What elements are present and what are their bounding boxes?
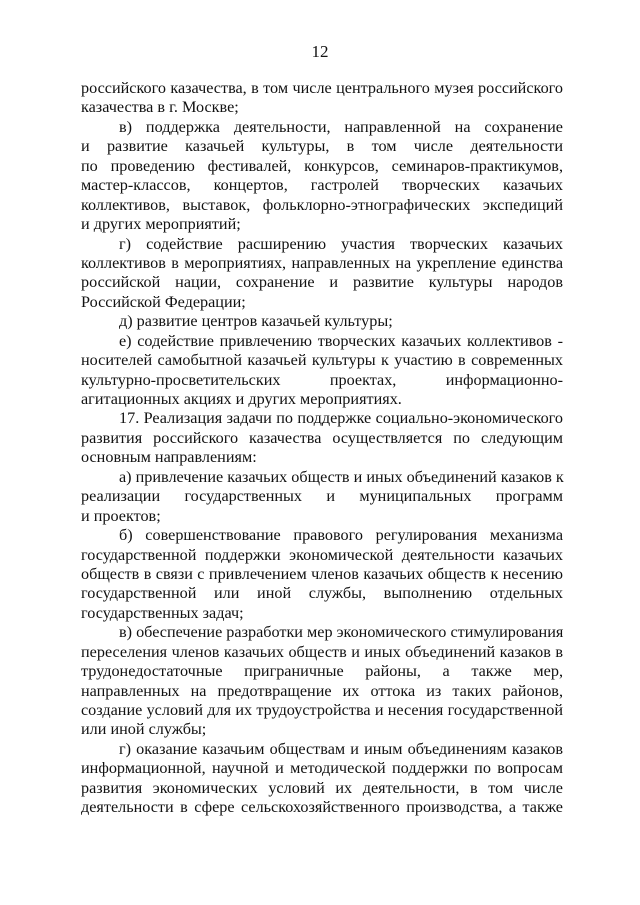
text-line: и проектов; [81,506,161,525]
text-line: б) совершенствование правового регулирования механизма [119,526,563,545]
text-line: обществ в связи с привлечением членов казачьих обществ к несению [81,564,563,583]
text-line: реализации государственных и муниципальных программ [81,487,563,506]
text-line: д) развитие центров казачьей культуры; [119,312,393,331]
text-line: г) содействие расширению участия творческих казачьих [119,234,563,253]
text-line: и развитие казачьей культуры, в том числе деятельности [81,137,563,156]
text-line: государственной или иной службы, выполнению отдельных [81,584,563,603]
body-text [81,79,563,818]
text-line: развития российского казачества осуществляется по следующим [81,428,563,447]
text-line: государственной поддержки экономической деятельности казачьих [81,545,563,564]
text-line: коллективов в мероприятиях, направленных на укрепление единства [81,253,563,272]
text-line: государственных задач; [81,603,244,622]
text-line: и других мероприятий; [81,215,241,234]
text-line: создание условий для их трудоустройства и несения государственной [81,701,563,719]
text-line: основным направлениям: [81,448,257,467]
text-line: Российской Федерации; [81,292,246,311]
text-line: 17. Реализация задачи по поддержке социально-экономического [119,409,563,428]
text-line: в) поддержка деятельности, направленной на сохранение [119,117,563,136]
text-line: казачества в г. Москве; [81,98,239,117]
text-line: или иной службы; [81,720,207,739]
text-line: российской нации, сохранение и развитие культуры народов [81,273,563,292]
text-line: г) оказание казачьим обществам и иным объединениям казаков [119,739,563,758]
text-line: агитационных акциях и других мероприятиях. [81,390,402,408]
text-line: носителей самобытной казачьей культуры к участию в современных [81,351,563,370]
text-line: е) содействие привлечению творческих казачьих коллективов - [119,331,563,350]
text-line: информационной, научной и методической поддержки по вопросам [81,759,563,778]
text-line: российского казачества, в том числе центрального музея российского [81,79,563,97]
text-line: направленных на предотвращение их оттока из таких районов, [81,681,563,700]
text-line: развития экономических условий их деятельности, в том числе [81,778,563,797]
text-line: переселения членов казачьих обществ и иных объединений казаков в [81,642,563,661]
text-line: а) привлечение казачьих обществ и иных объединений казаков к [119,467,564,486]
page-number: 12 [311,42,329,61]
text-line: культурно-просветительских проектах, информационно- [81,370,563,389]
text-line: коллективов, выставок, фольклорно-этнографических экспедиций [81,195,563,214]
text-line: в) обеспечение разработки мер экономического стимулирования [119,623,564,642]
text-line: мастер-классов, концертов, гастролей творческих казачьих [81,176,563,195]
text-line: деятельности в сфере сельскохозяйственного производства, а также [81,798,563,817]
text-line: по проведению фестивалей, конкурсов, семинаров-практикумов, [81,156,563,175]
text-line: трудонедостаточные приграничные районы, а также мер, [81,662,563,681]
